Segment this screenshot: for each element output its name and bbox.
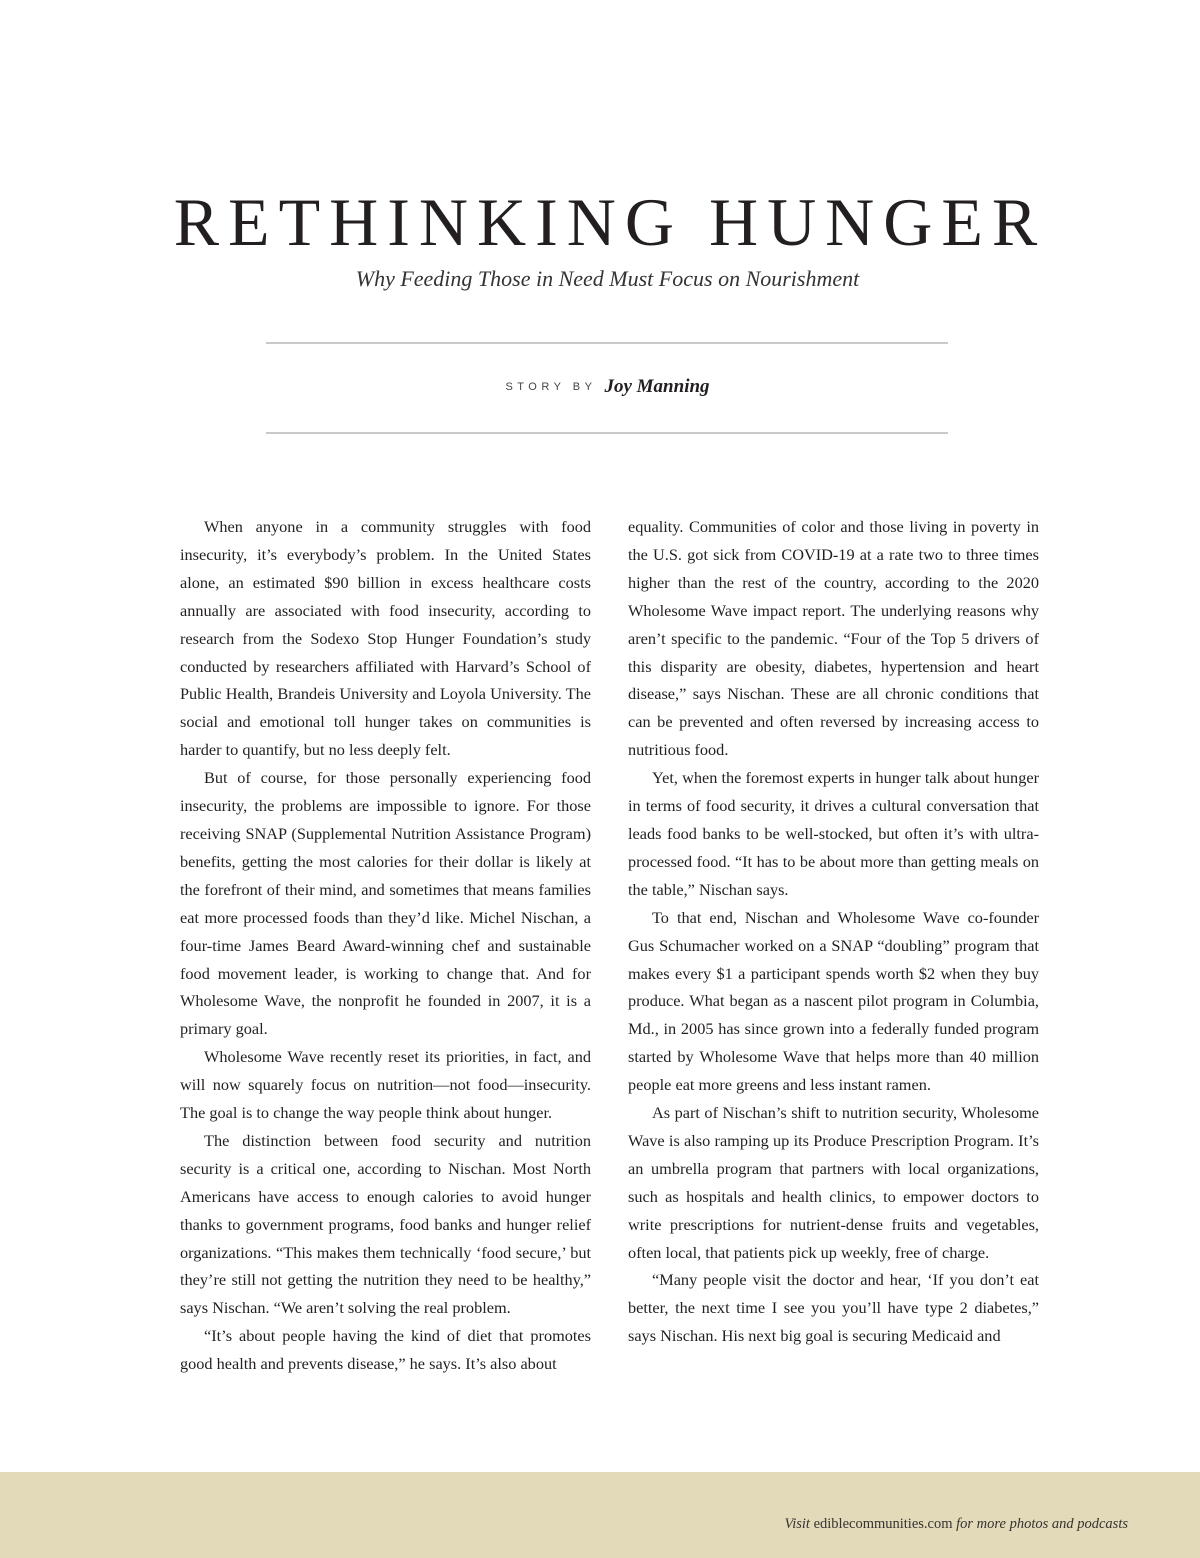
article-title: RETHINKING HUNGER xyxy=(173,184,1047,260)
bottom-divider xyxy=(266,432,948,434)
byline xyxy=(0,376,1200,398)
body-paragraph: But of course, for those personally experiencing food insecurity, the problems are impossible to ignore. For those receiving SNAP (Supplemental Nutrition Assistance Program) benefits, getting the most calories for their dollar is likely at the forefront of their mind, and sometimes that means families eat more processed foods than they’d like. Michel Nischan, a four-time James Beard Award-winning chef and sustainable food movement leader, is working to change that. And for Wholesome Wave, the nonprofit he founded in 2007, it is a primary goal. xyxy=(180,768,591,1039)
top-divider xyxy=(266,342,948,344)
body-paragraph: Yet, when the foremost experts in hunger talk about hunger in terms of food security, it drives a cultural conversation that leads food banks to be well-stocked, but often it’s with ultra-processed food. “It has to be about more than getting meals on the table,” Nischan says. xyxy=(628,768,1039,899)
footer-note xyxy=(784,1516,1128,1533)
footer-band xyxy=(0,1472,1200,1558)
body-paragraph: When anyone in a community struggles with food insecurity, it’s everybody’s problem. In the United States alone, an estimated $90 billion in excess healthcare costs annually are associated with food insecurity, according to research from the Sodexo Stop Hunger Foundation’s study conducted by researchers affiliated with Harvard’s School of Public Health, Brandeis University and Loyola University. The social and emotional toll hunger takes on communities is harder to quantify, but no less deeply felt. xyxy=(180,517,591,760)
byline-author: Joy Manning xyxy=(604,376,710,397)
footer-site-link[interactable]: ediblecommunities.com xyxy=(813,1516,953,1532)
byline-label: STORY BY xyxy=(505,381,597,393)
article-subtitle: Why Feeding Those in Need Must Focus on Nourishment xyxy=(355,266,860,291)
body-paragraph: Wholesome Wave recently reset its priorities, in fact, and will now squarely focus on nutrition—not food—insecurity. The goal is to change the way people think about hunger. xyxy=(180,1047,591,1123)
footer-tail: for more photos and podcasts xyxy=(956,1516,1128,1532)
body-paragraph: To that end, Nischan and Wholesome Wave co-founder Gus Schumacher worked on a SNAP “doubling” program that makes every $1 a participant spends worth $2 when they buy produce. What began as a nascent pilot program in Columbia, Md., in 2005 has since grown into a federally funded program started by Wholesome Wave that helps more than 40 million people eat more greens and less instant ramen. xyxy=(628,907,1039,1095)
body-paragraph: “Many people visit the doctor and hear, ‘If you don’t eat better, the next time I see you you’ll have type 2 diabetes,” says Nischan. His next big goal is securing Medicaid and xyxy=(628,1270,1039,1346)
footer-visit: Visit xyxy=(784,1516,810,1532)
right-column xyxy=(628,513,1039,1350)
body-paragraph: The distinction between food security and nutrition security is a critical one, according to Nischan. Most North Americans have access to enough calories to avoid hunger thanks to government programs, food banks and hunger relief organizations. “This makes them technically ‘food secure,’ but they’re still not getting the nutrition they need to be healthy,” says Nischan. “We aren’t solving the real problem. xyxy=(180,1130,591,1318)
body-paragraph: “It’s about people having the kind of diet that promotes good health and prevents disease,” he says. It’s also about xyxy=(180,1326,591,1374)
body-paragraph-continued: equality. Communities of color and those living in poverty in the U.S. got sick from COVID-19 at a rate two to three times higher than the rest of the country, according to the 2020 Wholesome Wave impact report. The underlying reasons why aren’t specific to the pandemic. “Four of the Top 5 drivers of this disparity are obesity, diabetes, hypertension and heart disease,” says Nischan. These are all chronic conditions that can be prevented and often reversed by increasing access to nutritious food. xyxy=(628,517,1039,760)
body-paragraph: As part of Nischan’s shift to nutrition security, Wholesome Wave is also ramping up its Produce Prescription Program. It’s an umbrella program that partners with local organizations, such as hospitals and health clinics, to empower doctors to write prescriptions for nutrient-dense fruits and vegetables, often local, that patients pick up weekly, free of charge. xyxy=(628,1103,1039,1262)
left-column xyxy=(180,513,591,1378)
